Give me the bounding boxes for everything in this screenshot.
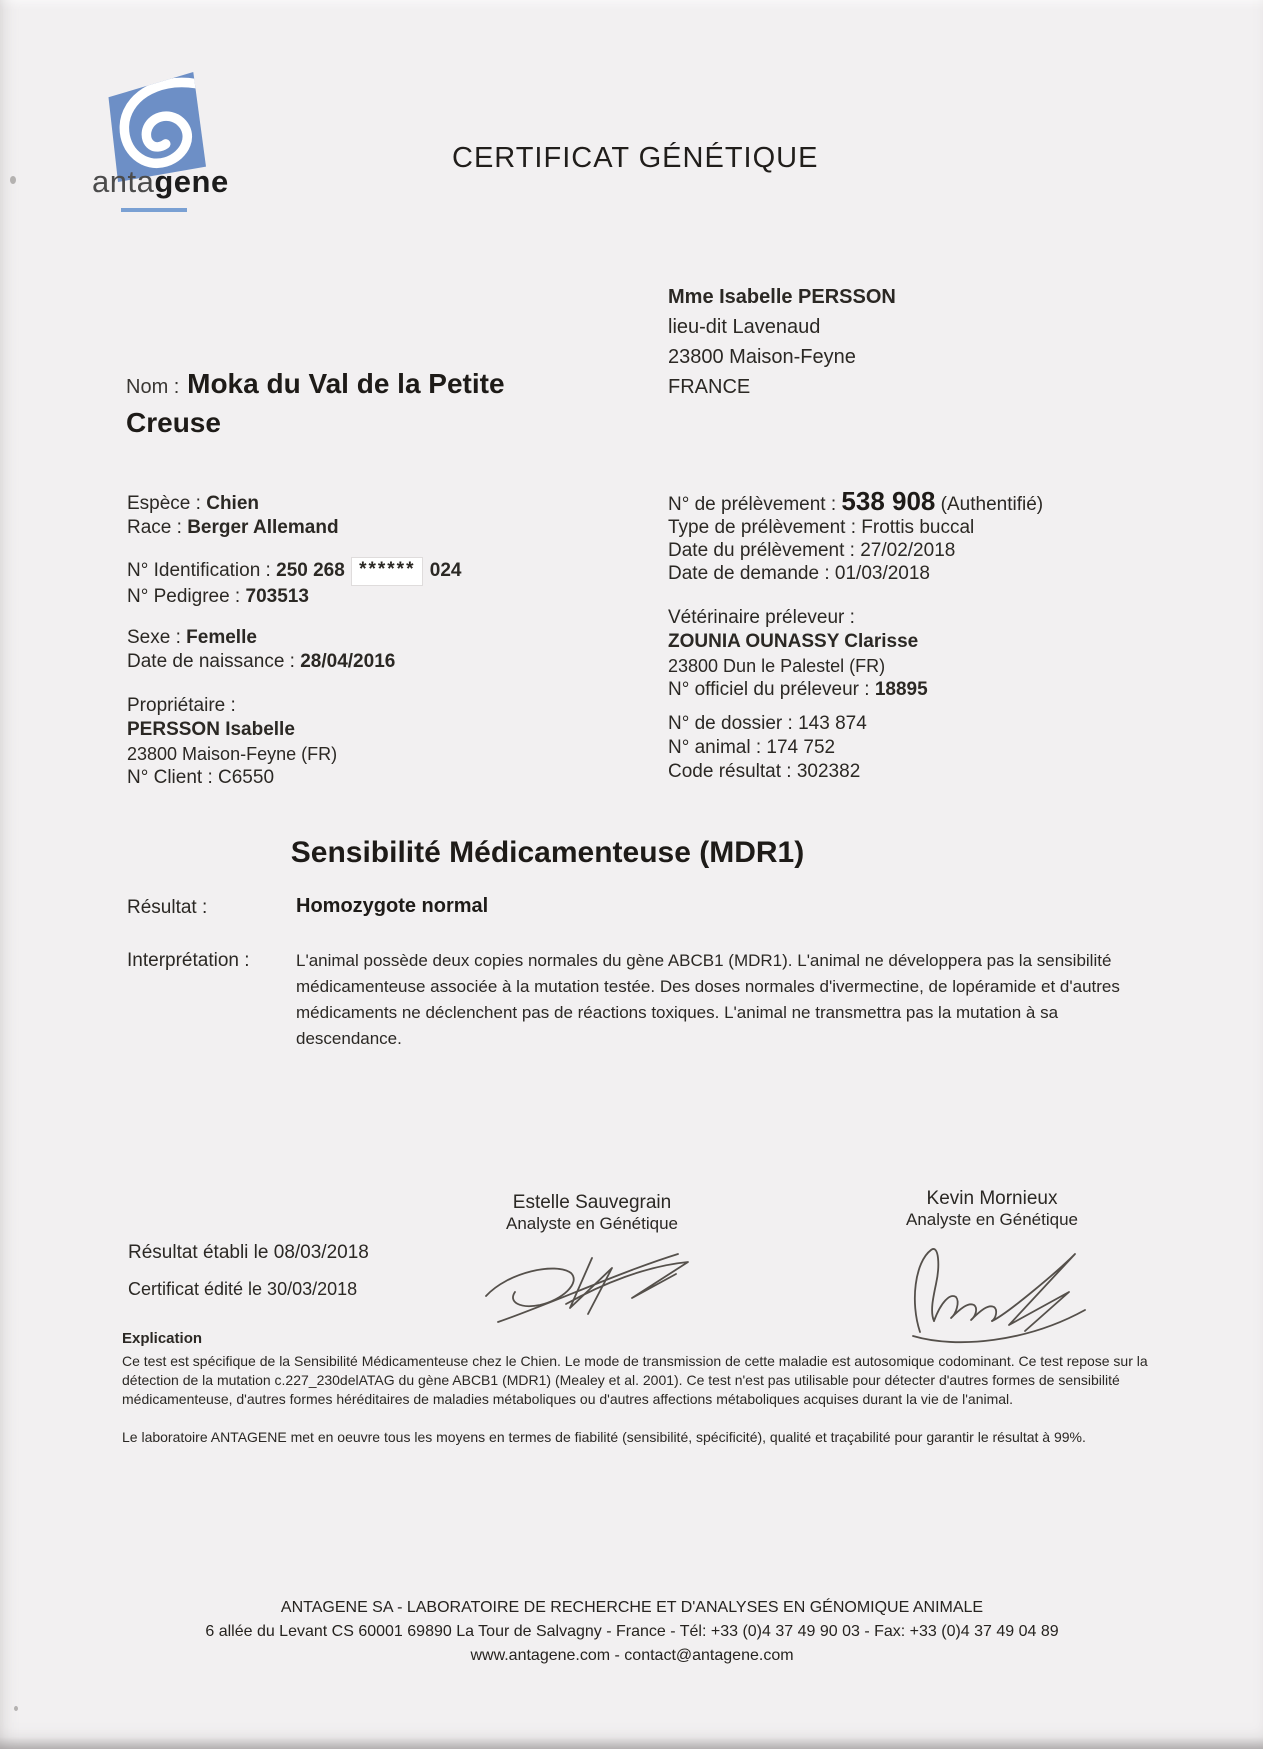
sample-authenticated: (Authentifié) [940, 494, 1044, 515]
signatory-estelle-name: Estelle Sauvegrain [512, 1192, 672, 1213]
file-number-label: N° de dossier : [668, 713, 793, 734]
collector-number-row [668, 678, 928, 702]
brand-wordmark [92, 164, 229, 200]
recipient-address-line1: lieu-dit Lavenaud [668, 316, 821, 338]
veterinarian-block [668, 606, 928, 702]
result-code-value: 302382 [796, 761, 861, 782]
veterinarian-label: Vétérinaire préleveur : [668, 607, 855, 628]
signatory-kevin-title: Analyste en Génétique [905, 1210, 1078, 1229]
request-date-value: 01/03/2018 [834, 563, 930, 584]
signatory-estelle-title: Analyste en Génétique [505, 1214, 678, 1233]
breed-label: Race : [127, 517, 182, 538]
veterinarian-address: 23800 Dun le Palestel (FR) [668, 656, 886, 676]
certificate-title: CERTIFICAT GÉNÉTIQUE [452, 142, 819, 174]
sample-type-label: Type de prélèvement : [668, 517, 856, 538]
signatory-kevin-block [852, 1188, 1132, 1230]
scan-bottom-edge [0, 1737, 1263, 1749]
sample-number-value: 538 908 [841, 486, 936, 516]
species-row [127, 492, 339, 516]
owner-address: 23800 Maison-Feyne (FR) [127, 744, 338, 764]
signatory-estelle-block [452, 1192, 732, 1234]
interpretation-label: Interprétation : [127, 950, 250, 971]
signatory-kevin-name: Kevin Mornieux [926, 1188, 1058, 1209]
species-value: Chien [206, 493, 259, 514]
result-code-row [668, 760, 867, 784]
result-label: Résultat : [127, 897, 208, 918]
animal-number-value: 174 752 [766, 737, 836, 758]
recipient-name: Mme Isabelle PERSSON [668, 286, 896, 308]
recipient-address [668, 282, 896, 402]
footer-block [32, 1596, 1232, 1668]
sample-number-row [668, 486, 1044, 516]
birthdate-row [127, 650, 395, 674]
request-date-label: Date de demande : [668, 563, 830, 584]
sex-birth-block [127, 626, 395, 674]
birthdate-label: Date de naissance : [127, 651, 295, 672]
footer-address-line: 6 allée du Levant CS 60001 69890 La Tour de Salvagny - France - Tél: +33 (0)4 37 49 90 03 - Fax: +33 (0)4 37 49 04 89 [205, 1623, 1059, 1640]
scan-speck [10, 176, 16, 184]
sample-type-value: Frottis buccal [861, 517, 975, 538]
sample-block [668, 486, 1044, 585]
explanation-paragraph-1: Ce test est spécifique de la Sensibilité Médicamenteuse chez le Chien. Le mode de transmission de cette maladie est autosomique codominant. Ce test repose sur la détection de la mutation c.227_230delATAG du gène ABCB1 (MDR1) (Mealey et al. 2001). Ce test n'est pas utilisable pour détecter d'autres formes de sensibilité médicamenteuse, d'autres formes héréditaires de maladies métaboliques ou d'autres affections métaboliques acquises durant la vie de l'animal. [122, 1353, 1148, 1407]
identification-part2: 024 [429, 560, 462, 581]
owner-block [127, 694, 337, 790]
sex-label: Sexe : [127, 627, 181, 648]
test-title: Sensibilité Médicamenteuse (MDR1) [290, 836, 805, 869]
client-number-row [127, 766, 337, 790]
animal-name-label: Nom : [126, 376, 180, 398]
veterinarian-name: ZOUNIA OUNASSY Clarisse [668, 631, 919, 652]
breed-row [127, 516, 339, 540]
identification-part1: 250 268 [276, 560, 345, 581]
animal-name-block [126, 366, 596, 441]
pedigree-row [127, 585, 461, 609]
animal-name-value: Moka du Val de la Petite Creuse [126, 368, 505, 438]
client-number-value: C6550 [218, 767, 275, 788]
recipient-address-line2: 23800 Maison-Feyne [668, 346, 856, 368]
identification-row [127, 558, 461, 585]
brand-underline [121, 208, 187, 212]
breed-value: Berger Allemand [187, 517, 339, 538]
identification-redaction-box: ****** [352, 558, 422, 585]
explanation-paragraph-2: Le laboratoire ANTAGENE met en oeuvre tous les moyens en termes de fiabilité (sensibilité, spécificité), qualité et traçabilité pour garantir le résultat à 99%. [122, 1429, 1086, 1445]
brand-anta: anta [92, 164, 155, 199]
sample-type-row [668, 516, 1043, 539]
signature-kevin-mornieux [905, 1232, 1100, 1350]
identification-label: N° Identification : [127, 560, 271, 581]
result-code-label: Code résultat : [668, 761, 792, 782]
brand-gene: gene [154, 164, 229, 199]
result-value: Homozygote normal [296, 895, 489, 917]
sample-date-value: 27/02/2018 [860, 540, 956, 561]
sample-date-label: Date du prélèvement : [668, 540, 855, 561]
result-established-date: Résultat établi le 08/03/2018 [128, 1242, 369, 1263]
identification-block [127, 558, 461, 609]
birthdate-value: 28/04/2016 [300, 651, 396, 672]
footer-contact-line: www.antagene.com - contact@antagene.com [470, 1647, 794, 1664]
file-number-row [668, 712, 867, 736]
file-numbers-block [668, 712, 867, 784]
client-number-label: N° Client : [127, 767, 213, 788]
collector-number-value: 18895 [874, 679, 928, 700]
pedigree-value: 703513 [245, 586, 309, 607]
owner-label: Propriétaire : [127, 695, 236, 716]
recipient-country: FRANCE [668, 376, 751, 398]
sample-number-label: N° de prélèvement : [668, 494, 837, 515]
sample-date-row [668, 539, 1043, 562]
owner-name: PERSSON Isabelle [127, 719, 295, 740]
certificate-issued-date: Certificat édité le 30/03/2018 [128, 1279, 358, 1299]
collector-number-label: N° officiel du préleveur : [668, 679, 870, 700]
footer-company-line: ANTAGENE SA - LABORATOIRE DE RECHERCHE ET D'ANALYSES EN GÉNOMIQUE ANIMALE [280, 1599, 984, 1616]
interpretation-text: L'animal possède deux copies normales du gène ABCB1 (MDR1). L'animal ne développera pas la sensibilité médicamenteuse associée à la mutation testée. Des doses normales d'ivermectine, de lopéramide et d'autres médicaments ne déclenchent pas de réactions toxiques. L'animal ne transmettra pas la mutation à sa descendance. [296, 951, 1120, 1048]
signature-estelle-sauvegrain [470, 1242, 705, 1342]
animal-number-row [668, 736, 867, 760]
species-label: Espèce : [127, 493, 201, 514]
explanation-title: Explication [122, 1330, 203, 1347]
sex-row [127, 626, 395, 650]
animal-number-label: N° animal : [668, 737, 762, 758]
scan-speck [14, 1706, 18, 1711]
request-date-row [668, 562, 1043, 585]
sex-value: Femelle [186, 627, 257, 648]
species-breed-block [127, 492, 339, 540]
file-number-value: 143 874 [798, 713, 867, 734]
pedigree-label: N° Pedigree : [127, 586, 241, 607]
